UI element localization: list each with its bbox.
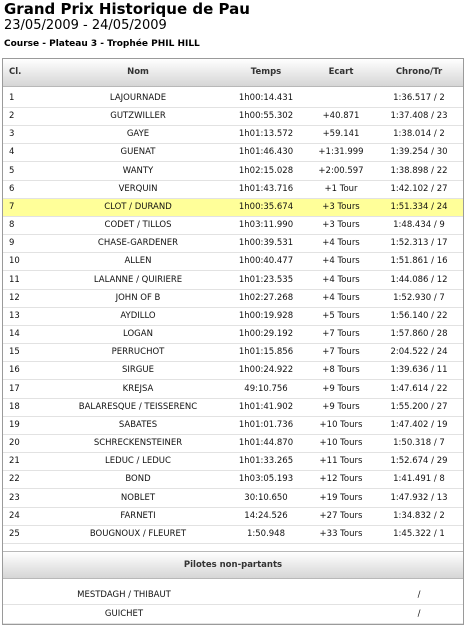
cell-temps: 1h01:44.870 (238, 438, 294, 449)
table-row (3, 490, 463, 508)
cell-chrono: 1:52.313 / 17 (390, 238, 448, 249)
cell-nom: LEDUC / LEDUC (105, 456, 171, 467)
table-row (3, 362, 463, 380)
cell-nom: VERQUIN (118, 183, 158, 194)
cell-temps: 1h03:05.193 (238, 474, 294, 485)
non-partant-row (3, 605, 463, 624)
cell-cl: 24 (9, 510, 20, 521)
cell-nom: SABATES (118, 419, 158, 430)
table-row (3, 108, 463, 126)
column-header-cl: Cl. (9, 67, 22, 77)
cell-cl: 6 (9, 183, 15, 194)
column-header-temps: Temps (250, 67, 282, 77)
table-row (3, 181, 463, 199)
table-row (3, 381, 463, 399)
cell-cl: 7 (9, 201, 15, 212)
table-row (3, 508, 463, 526)
cell-nom: CLOT / DURAND (104, 201, 172, 212)
cell-nom: SCHRECKENSTEINER (93, 438, 183, 449)
cell-temps: 1h01:01.736 (238, 419, 294, 430)
cell-chrono: 1:47.932 / 13 (390, 492, 448, 503)
cell-ecart: +10 Tours (319, 419, 363, 430)
cell-cl: 23 (9, 492, 20, 503)
cell-nom: GAYE (126, 129, 150, 140)
table-row (3, 399, 463, 417)
cell-chrono: 1:47.402 / 19 (390, 419, 448, 430)
cell-cl: 2 (9, 111, 15, 122)
cell-cl: 12 (9, 292, 20, 303)
cell-cl: 9 (9, 238, 15, 249)
cell-nom: CODET / TILLOS (104, 220, 172, 231)
cell-temps: 1:50.948 (246, 528, 285, 539)
cell-nom: SIRGUE (122, 365, 154, 376)
cell-temps: 1h01:23.535 (238, 274, 294, 285)
cell-chrono: 1:56.140 / 22 (390, 310, 448, 321)
cell-temps: 1h00:39.531 (238, 238, 294, 249)
cell-chrono: 1:36.517 / 2 (393, 93, 445, 103)
cell-ecart: +33 Tours (319, 528, 363, 539)
cell-nom: JOHN OF B (115, 292, 161, 303)
cell-temps: 1h01:43.716 (238, 183, 294, 194)
cell-nom: FARNETI (120, 510, 156, 521)
cell-temps: 1h02:27.268 (238, 292, 294, 303)
cell-chrono: 1:42.102 / 27 (390, 183, 448, 194)
cell-ecart: +4 Tours (322, 238, 360, 249)
cell-nom: BOND (125, 474, 151, 485)
cell-cl: 14 (9, 329, 20, 340)
cell-chrono: 1:50.318 / 7 (393, 438, 445, 449)
cell-nom: GUTZWILLER (110, 111, 166, 122)
non-partant-chrono: / (417, 590, 421, 600)
cell-temps: 1h01:33.265 (238, 456, 294, 467)
cell-ecart: +8 Tours (322, 365, 360, 376)
non-partant-row (3, 586, 463, 605)
cell-nom: LALANNE / QUIRIERE (93, 274, 183, 285)
cell-chrono: 1:51.334 / 24 (390, 201, 448, 212)
cell-chrono: 1:37.408 / 23 (390, 111, 448, 122)
cell-cl: 13 (9, 310, 20, 321)
cell-nom: BALARESQUE / TEISSERENC (78, 401, 198, 412)
cell-cl: 3 (9, 129, 15, 140)
table-row (3, 90, 463, 108)
cell-nom: AYDILLO (120, 310, 156, 321)
table-row (3, 453, 463, 471)
cell-ecart: +4 Tours (322, 292, 360, 303)
cell-ecart: +10 Tours (319, 438, 363, 449)
cell-chrono: 1:55.200 / 27 (390, 401, 448, 412)
cell-cl: 1 (9, 93, 15, 103)
cell-chrono: 1:39.636 / 11 (390, 365, 448, 376)
table-row (3, 235, 463, 253)
page-title: Grand Prix Historique de Pau (4, 0, 250, 18)
cell-cl: 25 (9, 528, 20, 539)
cell-chrono: 1:47.614 / 22 (390, 383, 448, 394)
cell-cl: 20 (9, 438, 20, 449)
cell-temps: 49:10.756 (244, 383, 288, 394)
cell-nom: PERRUCHOT (111, 347, 165, 358)
non-partant-name: MESTDAGH / THIBAUT (77, 590, 171, 600)
results-table-header (3, 59, 463, 87)
cell-temps: 1h00:40.477 (238, 256, 294, 267)
cell-cl: 15 (9, 347, 20, 358)
table-row (3, 253, 463, 271)
cell-nom: ALLEN (124, 256, 152, 267)
cell-nom: BOUGNOUX / FLEURET (89, 528, 187, 539)
cell-temps: 1h00:29.192 (238, 329, 294, 340)
cell-cl: 18 (9, 401, 20, 412)
cell-temps: 1h01:46.430 (238, 147, 294, 158)
cell-chrono: 2:04.522 / 24 (390, 347, 448, 358)
cell-temps: 1h00:55.302 (238, 111, 294, 122)
table-row (3, 526, 463, 544)
cell-ecart: +9 Tours (322, 401, 360, 412)
table-row (3, 308, 463, 326)
cell-ecart: +2:00.597 (318, 165, 364, 176)
cell-chrono: 1:45.322 / 1 (393, 528, 445, 539)
cell-nom: NOBLET (120, 492, 156, 503)
table-row (3, 417, 463, 435)
cell-ecart: +3 Tours (322, 201, 360, 212)
table-row (3, 126, 463, 144)
cell-ecart: +19 Tours (319, 492, 363, 503)
cell-nom: KREJSA (122, 383, 154, 394)
cell-nom: WANTY (122, 165, 154, 176)
column-header-nom: Nom (127, 67, 149, 77)
cell-chrono: 1:51.861 / 16 (390, 256, 448, 267)
cell-nom: CHASE-GARDENER (97, 238, 179, 249)
cell-temps: 14:24.526 (244, 510, 288, 521)
cell-ecart: +27 Tours (319, 510, 363, 521)
non-partant-name: GUICHET (104, 609, 144, 619)
table-row (3, 471, 463, 489)
cell-chrono: 1:48.434 / 9 (393, 220, 445, 231)
cell-nom: LOGAN (123, 329, 153, 340)
cell-chrono: 1:34.832 / 2 (393, 510, 445, 521)
cell-ecart: +9 Tours (322, 383, 360, 394)
cell-ecart: +11 Tours (319, 456, 363, 467)
cell-chrono: 1:52.930 / 7 (393, 292, 445, 303)
cell-cl: 19 (9, 419, 20, 430)
cell-temps: 1h02:15.028 (238, 165, 294, 176)
cell-ecart: +7 Tours (322, 347, 360, 358)
cell-chrono: 1:38.014 / 2 (393, 129, 445, 140)
cell-cl: 22 (9, 474, 20, 485)
cell-cl: 11 (9, 274, 20, 285)
cell-ecart: +59.141 (322, 129, 360, 140)
table-row (3, 163, 463, 181)
table-row (3, 144, 463, 162)
course-subtitle: Course - Plateau 3 - Trophée PHIL HILL (4, 39, 200, 49)
cell-ecart: +1:31.999 (318, 147, 364, 158)
cell-chrono: 1:39.254 / 30 (390, 147, 448, 158)
table-row (3, 344, 463, 362)
table-row (3, 435, 463, 453)
cell-chrono: 1:38.898 / 22 (390, 165, 448, 176)
cell-temps: 1h01:41.902 (238, 401, 294, 412)
cell-chrono: 1:52.674 / 29 (390, 456, 448, 467)
table-row (3, 290, 463, 308)
table-row (3, 217, 463, 235)
cell-chrono: 1:41.491 / 8 (393, 474, 445, 485)
non-partant-chrono: / (417, 609, 421, 619)
event-dates: 23/05/2009 - 24/05/2009 (4, 18, 167, 33)
column-header-ecart: Ecart (328, 67, 354, 77)
cell-nom: GUENAT (120, 147, 156, 158)
cell-temps: 1h01:13.572 (238, 129, 294, 140)
cell-cl: 21 (9, 456, 20, 467)
cell-cl: 17 (9, 383, 20, 394)
cell-chrono: 1:44.086 / 12 (390, 274, 448, 285)
cell-ecart: +1 Tour (324, 183, 358, 194)
cell-nom: LAJOURNADE (109, 93, 167, 103)
cell-ecart: +4 Tours (322, 256, 360, 267)
table-row (3, 199, 463, 217)
table-row (3, 272, 463, 290)
cell-temps: 30:10.650 (244, 492, 288, 503)
cell-ecart: +5 Tours (322, 310, 360, 321)
cell-cl: 4 (9, 147, 15, 158)
cell-cl: 16 (9, 365, 20, 376)
cell-temps: 1h03:11.990 (238, 220, 294, 231)
cell-cl: 10 (9, 256, 20, 267)
cell-ecart: +7 Tours (322, 329, 360, 340)
cell-ecart: +3 Tours (322, 220, 360, 231)
cell-cl: 8 (9, 220, 15, 231)
cell-temps: 1h01:15.856 (238, 347, 294, 358)
table-row (3, 326, 463, 344)
cell-ecart: +4 Tours (322, 274, 360, 285)
cell-temps: 1h00:19.928 (238, 310, 294, 321)
cell-temps: 1h00:24.922 (238, 365, 294, 376)
cell-temps: 1h00:14.431 (238, 93, 294, 103)
cell-temps: 1h00:35.674 (238, 201, 294, 212)
cell-ecart: +40.871 (322, 111, 360, 122)
cell-chrono: 1:57.860 / 28 (390, 329, 448, 340)
column-header-chrono: Chrono/Tr (395, 67, 443, 77)
non-partants-heading: Pilotes non-partants (3, 551, 463, 579)
cell-ecart: +12 Tours (319, 474, 363, 485)
cell-cl: 5 (9, 165, 15, 176)
